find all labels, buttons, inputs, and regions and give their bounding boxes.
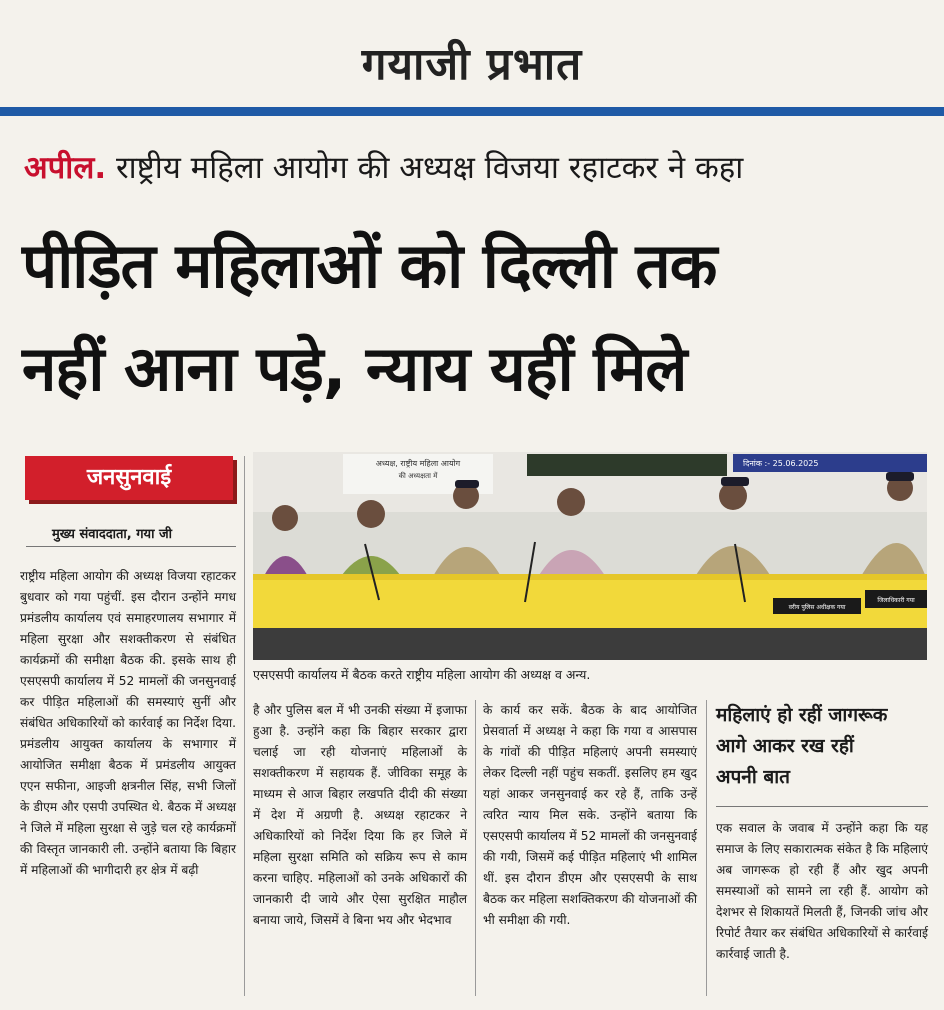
nameplate-right: जिलाधिकारी गया: [877, 597, 915, 604]
article-column-3: के कार्य कर सकें. बैठक के बाद आयोजित प्रेसवार्ता में अध्यक्ष ने कहा कि गया व आसपास के गांवों की पीड़ित महिलाएं अपनी समस्याएं लेकर दिल्ली नहीं पहुंच सकतीं. इसलिए हम खुद यहां आकर जनसुनवाई कर रहे हैं, ताकि उन्हें त्वरित न्याय मिल सके. उन्होंने बताया कि एसएसपी कार्यालय में 52 मामलों की जनसुनवाई की गयी, जिसमें कई पीड़ित महिलाएं भी शामिल थीं. इस दौरान डीएम और एसएसपी के साथ बैठक कर महिला सशक्तिकरण की योजनाओं की भी समीक्षा की गयी.: [483, 703, 697, 927]
meeting-photo-illustration: [253, 452, 927, 660]
headline: [22, 214, 932, 420]
kicker-label: अपील.: [24, 150, 107, 186]
article-column-1: राष्ट्रीय महिला आयोग की अध्यक्ष विजया रहाटकर बुधवार को गया पहुंचीं. इस दौरान उन्होंने मगध प्रमंडलीय कार्यालय एवं समाहरणालय सभागार में महिला सुरक्षा और सशक्तीकरण से संबंधित कार्यक्रमों की समीक्षा बैठक की. इसके साथ ही एसएसपी कार्यालय में 52 मामलों की जनसुनवाई कर पीड़ित महिलाओं की समस्याएं सुनीं और संबंधित अधिकारियों को कार्रवाई का निर्देश दिया. प्रमंडलीय आयुक्त कार्यालय के सभागार में आयोजित समीक्षा बैठक में प्रमंडलीय आयुक्त एएन सफीना, आइजी क्षत्रनील सिंह, सभी जिलों के डीएम और एसपी उपस्थित थे. बैठक में अध्यक्ष ने जिले में महिला सुरक्षा से जुड़े चल रहे कार्यक्रमों की विस्तृत जानकारी ली. उन्होंने बताया कि बिहार में महिलाओं की भागीदारी हर क्षेत्र में बढ़ी: [20, 569, 236, 877]
banner-date: दिनांक :- 25.06.2025: [743, 459, 819, 468]
column-divider: [475, 700, 476, 996]
newspaper-title: गयाजी प्रभात: [361, 39, 583, 90]
photo-caption: एसएसपी कार्यालय में बैठक करते राष्ट्रीय महिला आयोग की अध्यक्ष व अन्य.: [253, 667, 591, 682]
sidebar-headline-line-2: आगे आकर रख रहीं: [716, 735, 854, 757]
column-divider: [706, 700, 707, 996]
byline-divider: [26, 546, 236, 547]
sidebar-headline-line-1: महिलाएं हो रहीं जागरूक: [716, 704, 888, 726]
column-divider: [244, 456, 245, 996]
sidebar-divider: [716, 806, 928, 807]
masthead-divider: [0, 107, 944, 116]
meeting-photo: [253, 452, 927, 660]
headline-line-2: नहीं आना पड़े, न्याय यहीं मिले: [22, 332, 687, 405]
byline: मुख्य संवाददाता, गया जी: [52, 527, 173, 542]
kicker-line: [24, 146, 934, 188]
banner-line-1: अध्यक्ष, राष्ट्रीय महिला आयोग: [375, 459, 461, 468]
masthead: [0, 0, 944, 106]
headline-line-1: पीड़ित महिलाओं को दिल्ली तक: [22, 229, 717, 302]
sidebar-headline: [716, 700, 930, 793]
article-column-2: है और पुलिस बल में भी उनकी संख्या में इजाफा हुआ है. उन्होंने कहा कि बिहार सरकार द्वारा चलाई जा रही योजनाएं महिलाओं के सशक्तीकरण में सहायक हैं. जीविका समूह के माध्यम से आज बिहार लखपति दीदी की संख्या में देश में अग्रणी है. अध्यक्ष रहाटकर ने अधिकारियों को निर्देश दिया कि हर जिले में महिला सुरक्षा समिति को सक्रिय रूप से काम करना चाहिए. महिलाओं को उनके अधिकारों की जानकारी दी जाये और ऐसा सुरक्षित माहौल बनाया जाये, जिसमें वे बिना भय और भेदभाव: [253, 703, 467, 927]
sidebar-article: एक सवाल के जवाब में उन्होंने कहा कि यह समाज के लिए सकारात्मक संकेत है कि महिलाएं अब जागरूक हो रही हैं और खुद अपनी समस्याओं को सामने ला रही हैं. आयोग को देशभर से शिकायतें मिलती हैं, जिनकी जांच और रिपोर्ट तैयार कर संबंधित अधिकारियों से कार्रवाई कार्रवाई जाती है.: [716, 821, 928, 961]
section-tag: जनसुनवाई: [25, 456, 233, 500]
nameplate-left: वरीय पुलिस अधीक्षक गया: [788, 604, 846, 611]
kicker-text: राष्ट्रीय महिला आयोग की अध्यक्ष विजया रहाटकर ने कहा: [106, 150, 744, 186]
banner-line-2: की अध्यक्षता में: [398, 472, 438, 480]
sidebar-headline-line-3: अपनी बात: [716, 766, 790, 788]
